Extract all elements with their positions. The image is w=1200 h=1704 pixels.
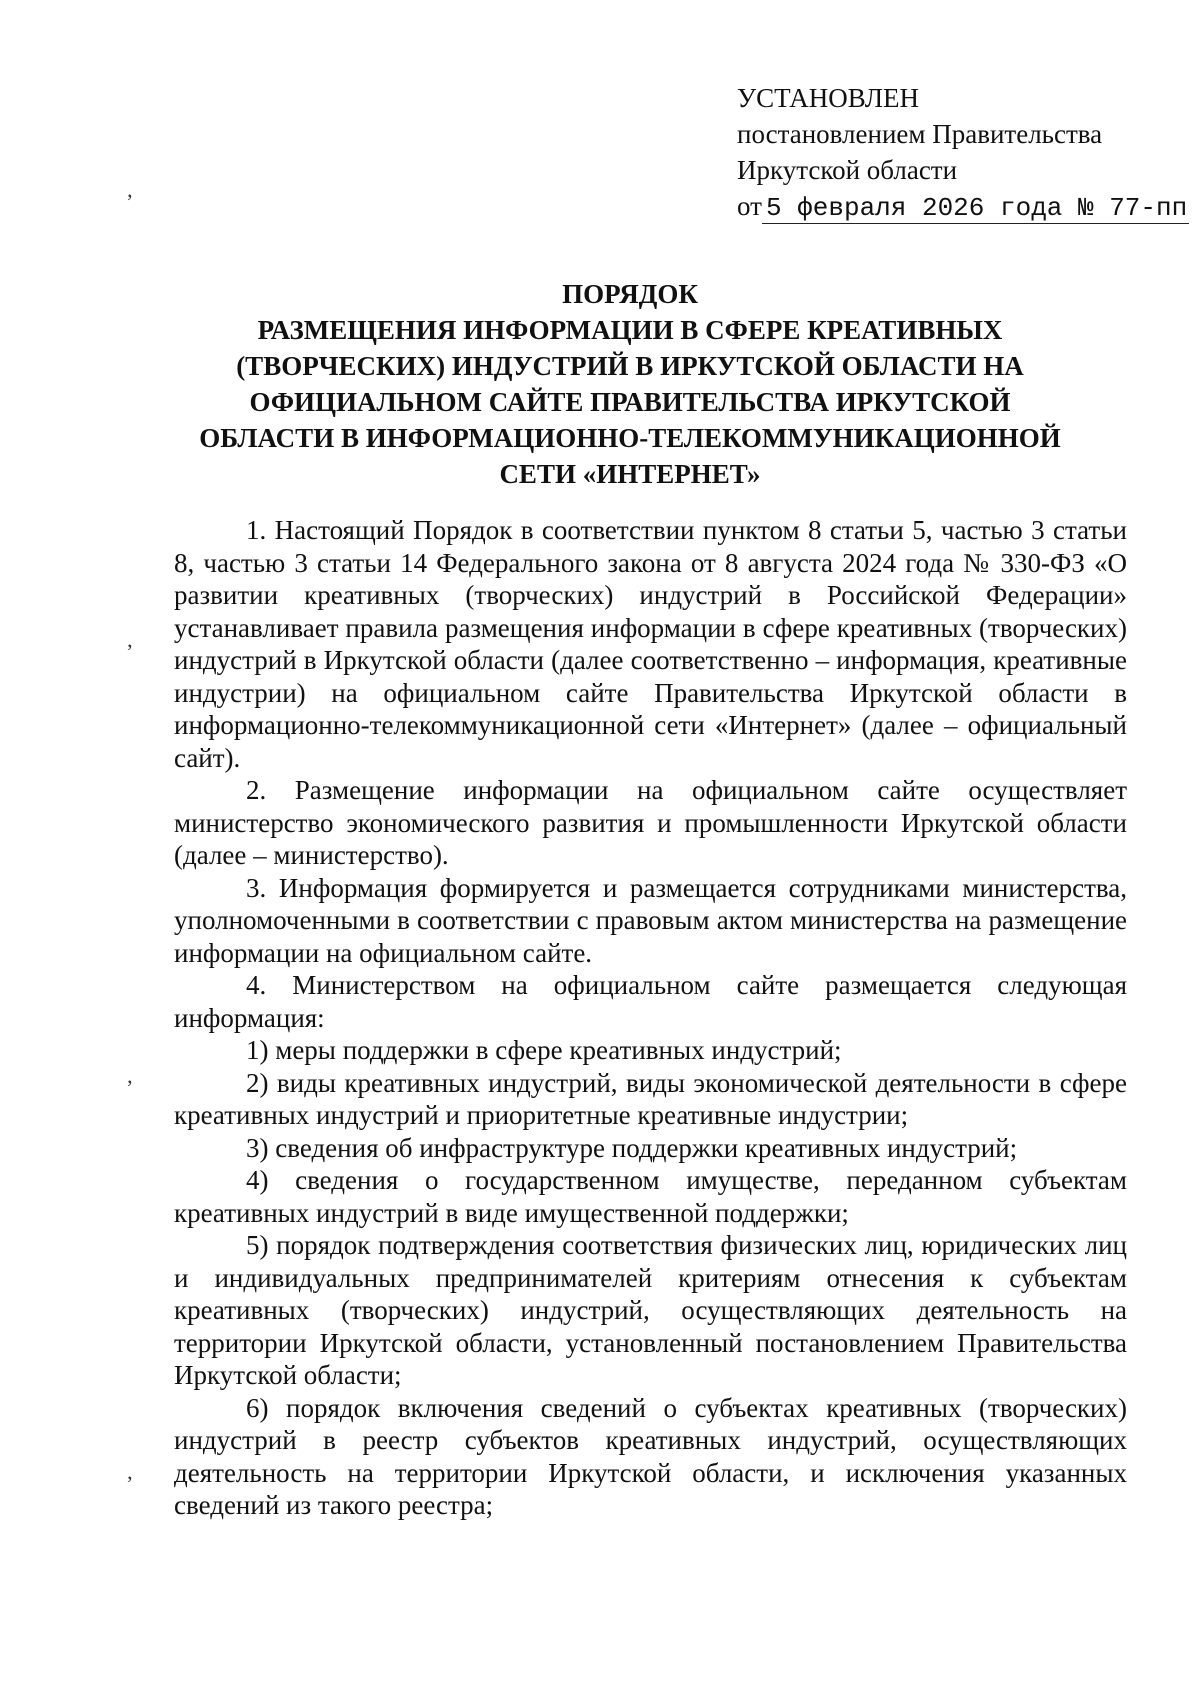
- approval-line-1: постановлением Правительства: [737, 119, 1103, 149]
- document-title: [180, 276, 1080, 492]
- title-heading: ПОРЯДОК: [562, 279, 698, 309]
- approval-line-2: Иркутской области: [737, 155, 958, 185]
- paragraph-3: 3. Информация формируется и размещается сотрудниками министерства, уполномоченными в соответствии с правовым актом министерства на размещение информации на официальном сайте.: [174, 872, 1127, 968]
- list-item-4: 4) сведения о государственном имуществе, переданном субъектам креативных индустрий в виде имущественной поддержки;: [174, 1165, 1127, 1228]
- document-body: [174, 514, 1127, 1522]
- approval-date-prefix: от: [737, 191, 762, 221]
- title-subtitle-line: (ТВОРЧЕСКИХ) ИНДУСТРИЙ В ИРКУТСКОЙ ОБЛАСТИ НА: [236, 351, 1024, 381]
- paragraph-4: 4. Министерством на официальном сайте размещается следующая информация:: [174, 970, 1127, 1033]
- margin-mark: ’: [126, 1471, 134, 1496]
- title-subtitle-line: ОФИЦИАЛЬНОМ САЙТЕ ПРАВИТЕЛЬСТВА ИРКУТСКОЙ: [249, 387, 1011, 417]
- list-item-6: 6) порядок включения сведений о субъектах креативных (творческих) индустрий в реестр субъектов креативных индустрий, осуществляющих деятельность на территории Иркутской области, и исключения указанных сведений из такого реестра;: [174, 1392, 1127, 1520]
- paragraph-2: 2. Размещение информации на официальном сайте осуществляет министерство экономического развития и промышленности Иркутской области (далее – министерство).: [174, 775, 1127, 870]
- list-item-5: 5) порядок подтверждения соответствия физических лиц, юридических лиц и индивидуальных предпринимателей критериям отнесения к субъектам креативных (творческих) индустрий, осуществляющих деятельность на территории Иркутской области, установленный постановлением Правительства Иркутской области;: [174, 1230, 1127, 1390]
- approval-stamp: [737, 80, 1189, 226]
- approval-date-line: [737, 188, 1189, 226]
- margin-mark: ’: [126, 1075, 134, 1100]
- approval-status: УСТАНОВЛЕН: [737, 83, 920, 113]
- paragraph-1: 1. Настоящий Порядок в соответствии пунктом 8 статьи 5, частью 3 статьи 8, частью 3 статьи 14 Федерального закона от 8 августа 2024 года № 330-ФЗ «О развитии креативных (творческих) индустрий в Российской Федерации» устанавливает правила размещения информации в сфере креативных (творческих) индустрий в Иркутской области (далее соответственно – информация, креативные индустрии) на официальном сайте Правительства Иркутской области в информационно-телекоммуникационной сети «Интернет» (далее – официальный сайт).: [174, 515, 1127, 773]
- list-item-1: 1) меры поддержки в сфере креативных индустрий;: [246, 1035, 842, 1065]
- margin-mark: ’: [126, 189, 134, 214]
- margin-mark: ’: [126, 639, 134, 664]
- list-item-3: 3) сведения об инфраструктуре поддержки креативных индустрий;: [246, 1132, 1018, 1163]
- approval-date-fill: 5 февраля 2026 года № 77-пп: [762, 193, 1189, 224]
- title-subtitle-line: РАЗМЕЩЕНИЯ ИНФОРМАЦИИ В СФЕРЕ КРЕАТИВНЫХ: [257, 315, 1003, 345]
- list-item-2: 2) виды креативных индустрий, виды экономической деятельности в сфере креативных индустрий и приоритетные креативные индустрии;: [174, 1067, 1127, 1130]
- title-subtitle-line: СЕТИ «ИНТЕРНЕТ»: [499, 459, 761, 489]
- title-subtitle-line: ОБЛАСТИ В ИНФОРМАЦИОННО-ТЕЛЕКОММУНИКАЦИОННОЙ: [199, 423, 1061, 453]
